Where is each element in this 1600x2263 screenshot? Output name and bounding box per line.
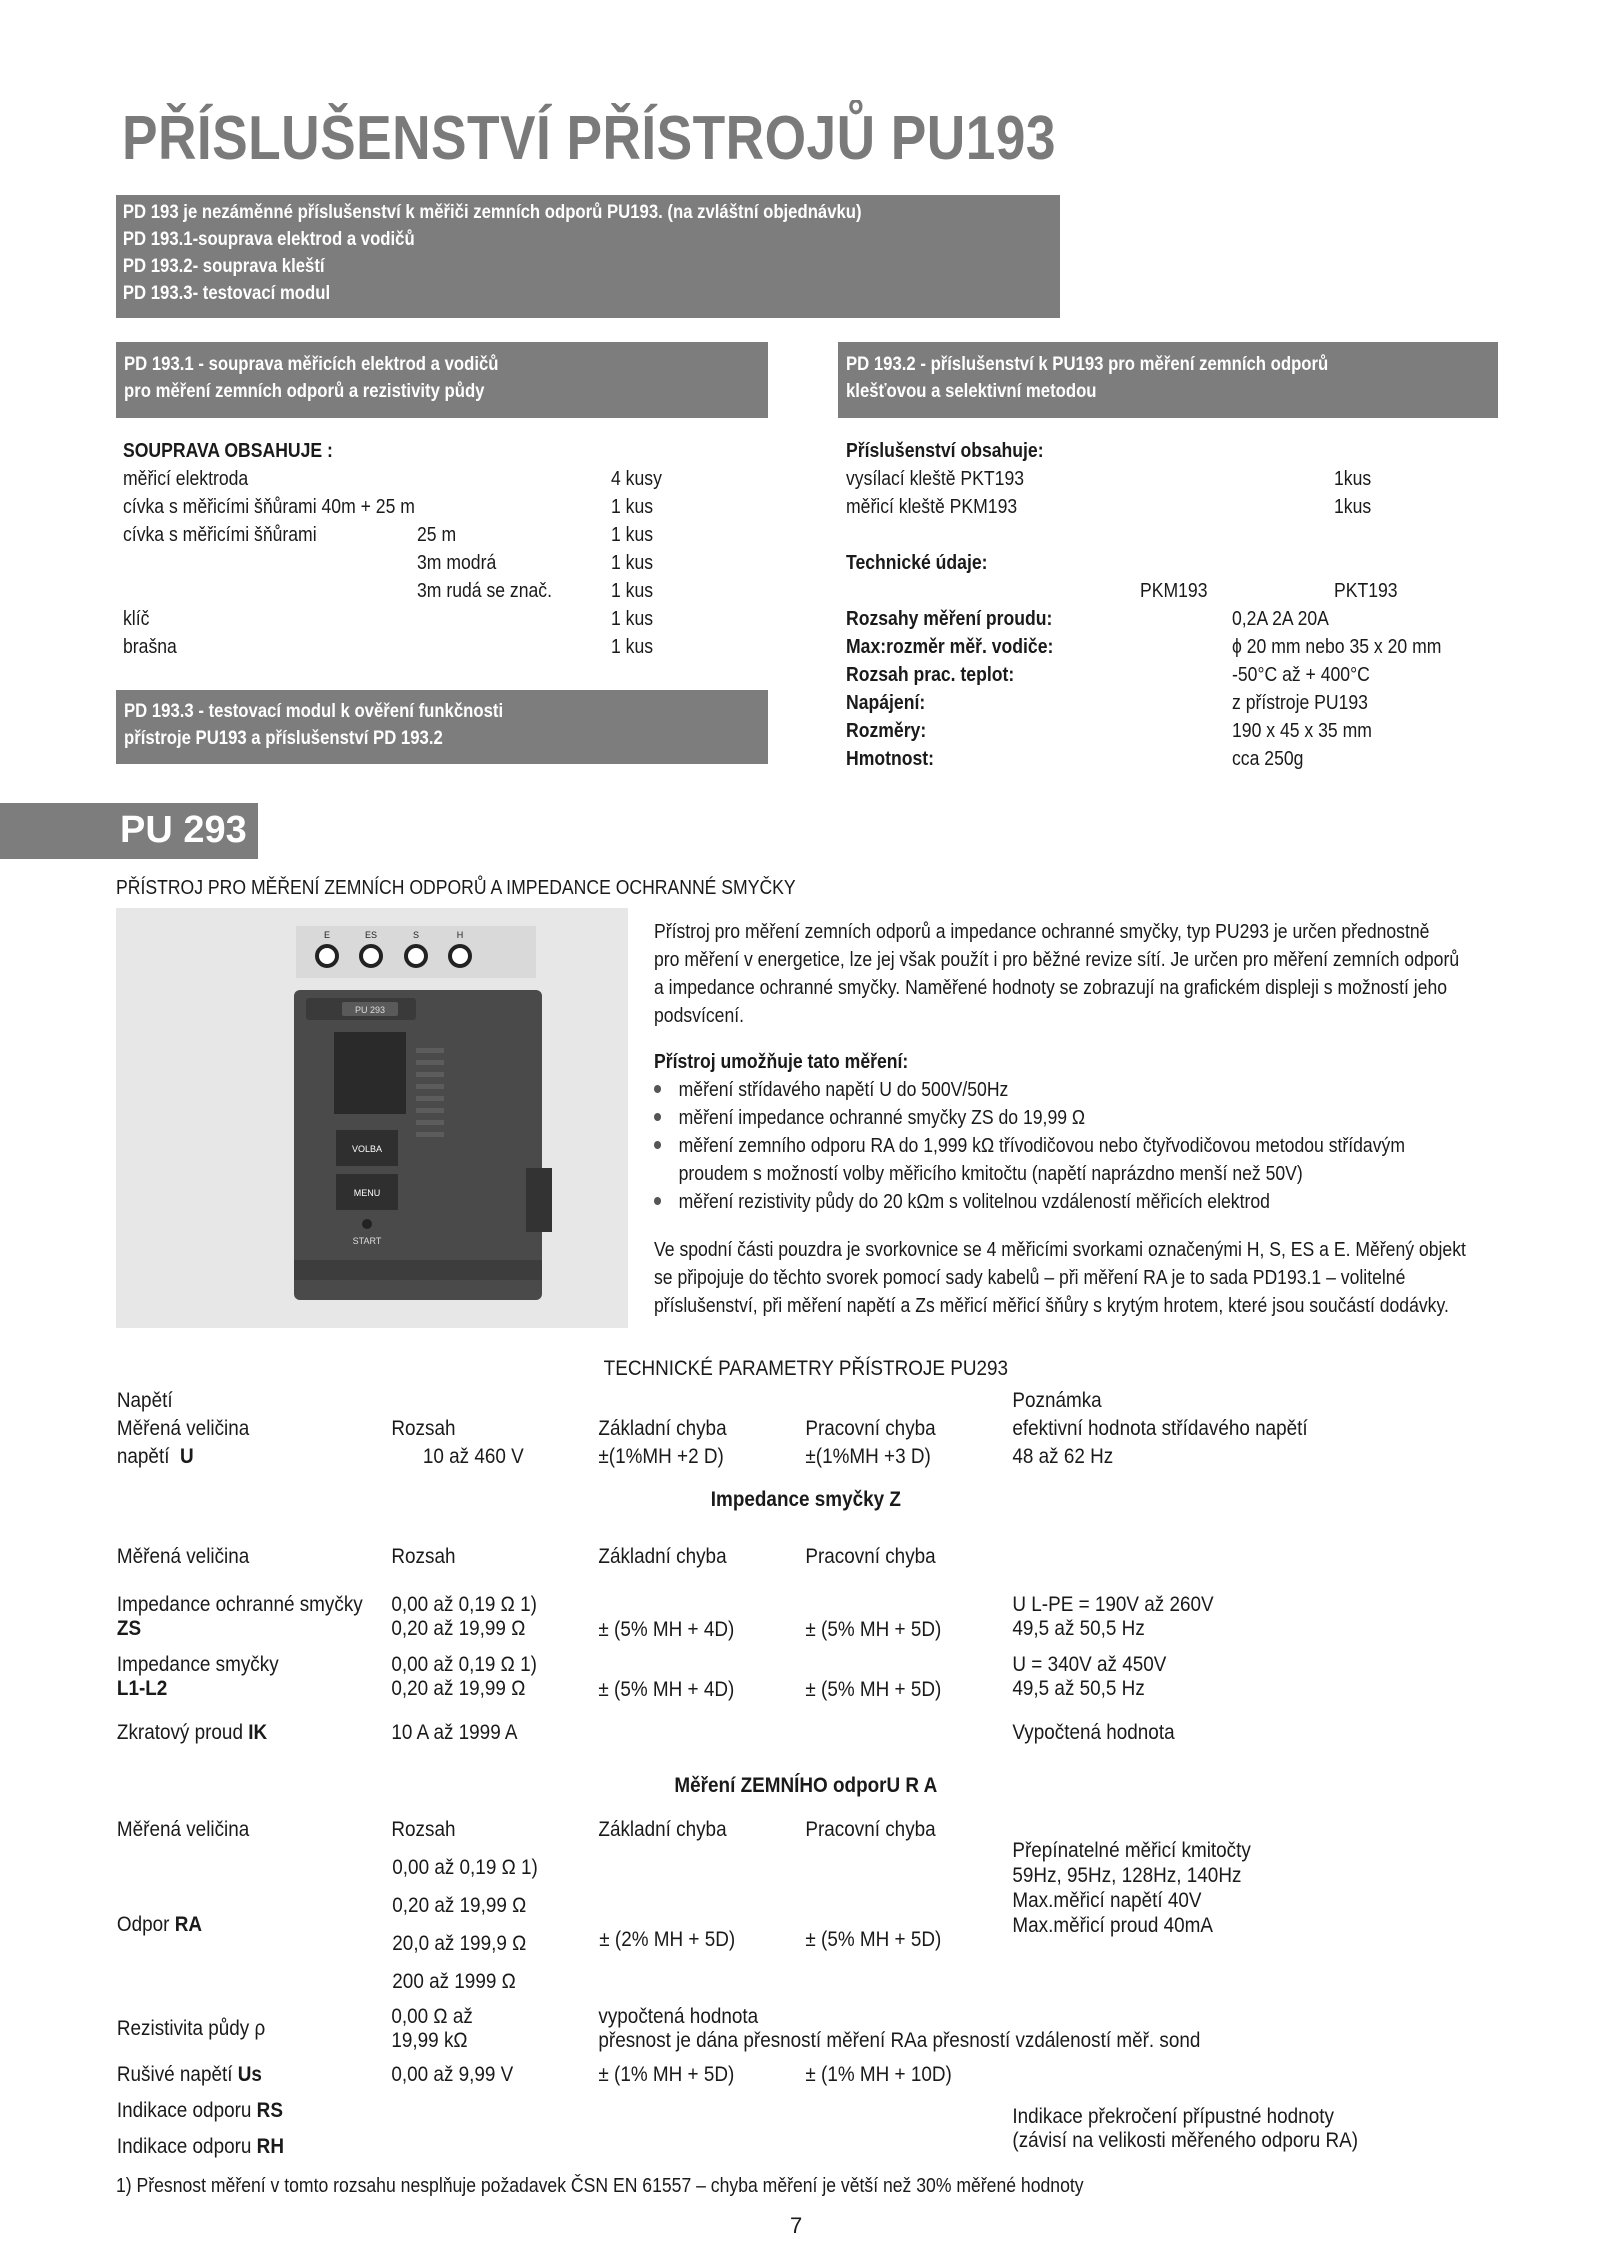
pd1931-item-qty: 1 kus bbox=[611, 608, 654, 630]
pu293-badge bbox=[0, 803, 268, 859]
cell-note: Přepínatelné měřicí kmitočty bbox=[1012, 1839, 1251, 1862]
pd1932-spec-value: cca 250g bbox=[1232, 748, 1304, 770]
pd1932-spec-label: Rozměry: bbox=[846, 720, 927, 742]
pd1932-item-qty: 1kus bbox=[1334, 468, 1372, 490]
cell-range: 10 A až 1999 A bbox=[391, 1707, 598, 1759]
cell-text: Odpor bbox=[116, 1913, 170, 1936]
bullet-icon bbox=[654, 1113, 661, 1121]
bullet-text: měření impedance ochranné smyčky ZS do 19,99 Ω bbox=[678, 1107, 1086, 1129]
col-header: Základní chyba bbox=[598, 1415, 805, 1443]
cell-work: ± (1% MH + 10D) bbox=[805, 2057, 1012, 2093]
cell-text: přesnost je dána přesností měření RAa přesností vzdáleností měř. sond bbox=[598, 2029, 1201, 2052]
sub-header: Pracovní chyba bbox=[805, 1812, 1012, 1849]
cell-work: ±(1%MH +3 D) bbox=[805, 1443, 1012, 1471]
table-row bbox=[116, 2057, 1496, 2093]
device-btn-volba: VOLBA bbox=[351, 1144, 383, 1154]
bullet-icon bbox=[654, 1197, 661, 1205]
pd1931-item-qty: 4 kusy bbox=[611, 468, 662, 490]
terminal-label: ES bbox=[364, 930, 378, 940]
pd1931-item-name: cívka s měřicími šňůrami 40m + 25 m bbox=[123, 496, 415, 518]
bullet-icon bbox=[654, 1141, 661, 1149]
sub-header: Rozsah bbox=[391, 1812, 598, 1849]
cell-text: Rezistivita půdy bbox=[116, 2017, 250, 2040]
cell-text: Indikace odporu bbox=[116, 2099, 252, 2122]
cell-basic: ± (5% MH + 4D) bbox=[598, 1647, 805, 1707]
pd1932-spec-label: Rozsah prac. teplot: bbox=[846, 664, 1015, 686]
sub-header: Základní chyba bbox=[598, 1812, 805, 1849]
cell-note: U = 340V až 450V bbox=[1012, 1653, 1167, 1676]
page-title: PŘÍSLUŠENSTVÍ PŘÍSTROJŮ PU193 bbox=[122, 104, 1056, 173]
pd1931-item-name: klíč bbox=[123, 608, 150, 630]
pd1931-item-qty: 1 kus bbox=[611, 580, 654, 602]
terminal-label: S bbox=[412, 930, 420, 940]
pd1931-item-sub: 3m rudá se znač. bbox=[417, 580, 553, 602]
device-image bbox=[116, 908, 628, 1328]
pd1932-header-line: PD 193.2 - příslušenství k PU193 pro měření zemních odporů bbox=[846, 354, 1329, 375]
sub-header: Pracovní chyba bbox=[805, 1528, 1012, 1587]
pd1932-spec-value: -50°C až + 400°C bbox=[1232, 664, 1370, 686]
pd1932-spec-label: Napájení: bbox=[846, 692, 926, 714]
pd1931-item-sub: 25 m bbox=[417, 524, 457, 546]
pd1931-header bbox=[116, 342, 768, 418]
bullet-item bbox=[654, 1188, 1402, 1216]
cell-range: 10 až 460 V bbox=[391, 1443, 598, 1471]
table-row bbox=[116, 2001, 1496, 2057]
desc-line: pro měření v energetice, lze jej však použít i pro běžné revize sítí. Je určen pro měření zemních odporů bbox=[654, 949, 1460, 971]
pd1931-header-line: pro měření zemních odporů a rezistivity půdy bbox=[124, 381, 485, 402]
cell-note: 49,5 až 50,5 Hz bbox=[1012, 1617, 1145, 1640]
device-btn-menu: MENU bbox=[353, 1188, 381, 1198]
cell-text: Rušivé napětí bbox=[116, 2063, 233, 2086]
table-row bbox=[116, 1812, 1496, 1849]
bullet-text: měření rezistivity půdy do 20 kΩm s volitelnou vzdáleností měřicích elektrod bbox=[678, 1191, 1270, 1213]
pd1933-header-line: PD 193.3 - testovací modul k ověření funkčnosti bbox=[124, 701, 504, 722]
cell-range: 0,00 Ω až bbox=[391, 2005, 473, 2028]
cell-symbol: Us bbox=[237, 2063, 262, 2086]
cell-symbol: RH bbox=[256, 2135, 284, 2158]
bullet-item bbox=[654, 1076, 1402, 1104]
cell-note: Indikace překročení přípustné hodnoty bbox=[1012, 2104, 1334, 2128]
cell-basic: ± (2% MH + 5D) bbox=[598, 1849, 805, 2001]
table-row bbox=[116, 1587, 1496, 1647]
section-row bbox=[116, 1471, 1496, 1528]
bullet-icon bbox=[654, 1085, 661, 1093]
pd1931-contents-title: SOUPRAVA OBSAHUJE : bbox=[123, 440, 333, 462]
pd1932-spec-label: Hmotnost: bbox=[846, 748, 934, 770]
cell-range: 19,99 kΩ bbox=[391, 2029, 468, 2052]
pd1931-item-name: měřicí elektroda bbox=[123, 468, 249, 490]
cell-note: 59Hz, 95Hz, 128Hz, 140Hz bbox=[1012, 1864, 1242, 1887]
bullet-text: proudem s možností volby měřicího kmitočtu (napětí naprázdno menší než 50V) bbox=[678, 1163, 1303, 1185]
cell-text: vypočtená hodnota bbox=[598, 2005, 759, 2028]
device-bottom-view bbox=[116, 908, 628, 1328]
sub-header: Rozsah bbox=[391, 1528, 598, 1587]
desc2-line: Ve spodní části pouzdra je svorkovnice se 4 měřicími svorkami označenými H, S, ES a E. Měřený objekt bbox=[654, 1239, 1466, 1261]
cell-basic: ± (5% MH + 4D) bbox=[598, 1587, 805, 1647]
pd1932-item-name: vysílací kleště PKT193 bbox=[846, 468, 1025, 490]
cell-symbol: U bbox=[179, 1445, 194, 1468]
pd1932-contents-title: Příslušenství obsahuje: bbox=[846, 440, 1044, 462]
cell-text: napětí bbox=[116, 1445, 170, 1468]
pu293-description bbox=[654, 918, 1504, 1320]
napeti-label: Napětí bbox=[116, 1387, 391, 1415]
pu293-badge-label: PU 293 bbox=[120, 809, 247, 851]
cell-symbol: IK bbox=[248, 1721, 268, 1744]
cell-range: 200 až 1999 Ω bbox=[391, 1963, 598, 2001]
cell-range: 0,00 až 0,19 Ω 1) bbox=[391, 1849, 598, 1887]
device-brand: PU 293 bbox=[354, 1005, 386, 1015]
desc2-line: příslušenství, při měření napětí a Zs měřicí měřicí šňůry s krytým hrotem, které jsou součástí dodávky. bbox=[654, 1295, 1449, 1317]
pd1931-item-qty: 1 kus bbox=[611, 636, 654, 658]
col-header: Rozsah bbox=[391, 1415, 598, 1443]
cell-range: 0,00 až 0,19 Ω 1) bbox=[391, 1653, 537, 1676]
cell-range: 0,20 až 19,99 Ω bbox=[391, 1677, 526, 1700]
sub-header: Měřená veličina bbox=[116, 1812, 391, 1849]
desc2-line: se připojuje do těchto svorek pomocí sady kabelů – při měření RA je to sada PD193.1 – volitelné bbox=[654, 1267, 1406, 1289]
pd1932-item-qty: 1kus bbox=[1334, 496, 1372, 518]
section-title: Impedance smyčky Z bbox=[710, 1488, 901, 1511]
table-title: TECHNICKÉ PARAMETRY PŘÍSTROJE PU293 bbox=[116, 1352, 1496, 1387]
intro-line: PD 193.2- souprava kleští bbox=[122, 256, 325, 277]
pu293-subtitle: PŘÍSTROJ PRO MĚŘENÍ ZEMNÍCH ODPORŮ A IMPEDANCE OCHRANNÉ SMYČKY bbox=[116, 877, 796, 899]
cell-text: Impedance ochranné smyčky bbox=[116, 1593, 363, 1616]
table-row bbox=[116, 1707, 1496, 1759]
page-number: 7 bbox=[790, 2213, 803, 2238]
pd1931-item-name: brašna bbox=[123, 636, 177, 658]
cell-note: U L-PE = 190V až 260V bbox=[1012, 1593, 1214, 1616]
cell-symbol: RS bbox=[256, 2099, 283, 2122]
cell-work: ± (5% MH + 5D) bbox=[805, 1849, 1012, 2001]
bullet-item bbox=[654, 1132, 1405, 1160]
pd1932-spec-value: 190 x 45 x 35 mm bbox=[1232, 720, 1372, 742]
table-row bbox=[116, 1443, 1496, 1471]
cell-note: 49,5 až 50,5 Hz bbox=[1012, 1677, 1145, 1700]
cell-symbol: RA bbox=[174, 1913, 203, 1936]
cell-work: ± (5% MH + 5D) bbox=[805, 1647, 1012, 1707]
table-row bbox=[116, 1647, 1496, 1707]
pd1933-header-line: přístroje PU193 a příslušenství PD 193.2 bbox=[124, 728, 443, 749]
pd1932-header bbox=[838, 342, 1498, 418]
intro-line: PD 193.1-souprava elektrod a vodičů bbox=[122, 229, 415, 250]
poznamka-label: Poznámka bbox=[1012, 1387, 1496, 1415]
desc-line: Přístroj pro měření zemních odporů a impedance ochranné smyčky, typ PU293 je určen přednostně bbox=[654, 921, 1430, 943]
pd1931-item-sub: 3m modrá bbox=[417, 552, 497, 574]
pd1933-header bbox=[116, 690, 768, 764]
cell-symbol: ρ bbox=[254, 2017, 266, 2040]
cell-range: 0,20 až 19,99 Ω bbox=[391, 1887, 598, 1925]
pd1932-spec-value: ϕ 20 mm nebo 35 x 20 mm bbox=[1232, 636, 1442, 658]
cell-symbol: L1-L2 bbox=[116, 1677, 168, 1700]
pd1932-spec-label: Rozsahy měření proudu: bbox=[846, 608, 1053, 630]
intro-box bbox=[116, 195, 1060, 318]
cell-note: Max.měřicí napětí 40V bbox=[1012, 1889, 1202, 1912]
col-header: Měřená veličina bbox=[116, 1415, 391, 1443]
pd1932-spec-value: z přístroje PU193 bbox=[1232, 692, 1368, 714]
pd1932-header-line: klešťovou a selektivní metodou bbox=[846, 381, 1097, 402]
desc-line: a impedance ochranné smyčky. Naměřené hodnoty se zobrazují na grafickém displeji s možností jeho bbox=[654, 977, 1448, 999]
pd1931-contents bbox=[123, 437, 773, 667]
desc-line: podsvícení. bbox=[654, 1005, 745, 1027]
tech-table bbox=[116, 1352, 1496, 2165]
cell-range: 0,00 až 0,19 Ω 1) bbox=[391, 1593, 537, 1616]
cell-text: Impedance smyčky bbox=[116, 1653, 279, 1676]
device-btn-start: START bbox=[352, 1236, 382, 1246]
bullet-text: měření střídavého napětí U do 500V/50Hz bbox=[678, 1079, 1009, 1101]
cell-text: Zkratový proud bbox=[116, 1721, 243, 1744]
col-header: efektivní hodnota střídavého napětí bbox=[1012, 1415, 1496, 1443]
pd1932-item-name: měřicí kleště PKM193 bbox=[846, 496, 1018, 518]
pd1931-header-line: PD 193.1 - souprava měřicích elektrod a vodičů bbox=[124, 354, 499, 375]
cell-note: Vypočtená hodnota bbox=[1012, 1707, 1496, 1759]
table-row bbox=[116, 2093, 1496, 2129]
pd1931-item-name: cívka s měřicími šňůrami bbox=[123, 524, 317, 546]
cell-text: Indikace odporu bbox=[116, 2135, 252, 2158]
pd1932-col-pkt: PKT193 bbox=[1334, 580, 1398, 602]
footnote: 1) Přesnost měření v tomto rozsahu nesplňuje požadavek ČSN EN 61557 – chyba měření je větší než 30% měřené hodnoty bbox=[116, 2175, 1084, 2197]
pd1931-item-qty: 1 kus bbox=[611, 552, 654, 574]
section-row bbox=[116, 1759, 1496, 1812]
cell-basic: ± (1% MH + 5D) bbox=[598, 2057, 805, 2093]
cell-note: Max.měřicí proud 40mA bbox=[1012, 1914, 1214, 1937]
bullet-text: měření zemního odporu RA do 1,999 kΩ třívodičovou nebo čtyřvodičovou metodou střídavým bbox=[678, 1135, 1405, 1157]
col-header: Pracovní chyba bbox=[805, 1415, 1012, 1443]
intro-line: PD 193.3- testovací modul bbox=[122, 283, 331, 304]
intro-line: PD 193 je nezáměnné příslušenství k měřiči zemních odporů PU193. (na zvláštní objednávku) bbox=[122, 202, 862, 223]
sub-header: Základní chyba bbox=[598, 1528, 805, 1587]
pd1932-tech-title: Technické údaje: bbox=[846, 552, 988, 574]
cell-basic: ±(1%MH +2 D) bbox=[598, 1443, 805, 1471]
table-row bbox=[116, 1528, 1496, 1587]
cell-symbol: ZS bbox=[116, 1617, 142, 1640]
cell-note: (závisí na velikosti měřeného odporu RA) bbox=[1012, 2128, 1359, 2152]
measure-title: Přístroj umožňuje tato měření: bbox=[654, 1051, 909, 1073]
pd1932-spec-value: 0,2A 2A 20A bbox=[1232, 608, 1329, 630]
bullet-item bbox=[654, 1104, 1402, 1132]
pd1931-item-qty: 1 kus bbox=[611, 496, 654, 518]
cell-range: 0,20 až 19,99 Ω bbox=[391, 1617, 526, 1640]
bullet-item bbox=[654, 1160, 1402, 1188]
terminal-label: H bbox=[456, 930, 464, 940]
cell-work: ± (5% MH + 5D) bbox=[805, 1587, 1012, 1647]
tech-params-table bbox=[116, 1352, 1496, 2165]
section-title: Měření ZEMNÍHO odporU R A bbox=[674, 1774, 938, 1797]
pd1932-spec-label: Max:rozměr měř. vodiče: bbox=[846, 636, 1054, 658]
cell-note: 48 až 62 Hz bbox=[1012, 1443, 1496, 1471]
pd1931-item-qty: 1 kus bbox=[611, 524, 654, 546]
terminal-label: E bbox=[323, 930, 331, 940]
pd1932-contents bbox=[846, 437, 1506, 777]
pd1932-col-pkm: PKM193 bbox=[1140, 580, 1208, 602]
cell-range: 20,0 až 199,9 Ω bbox=[391, 1925, 598, 1963]
cell-range: 0,00 až 9,99 V bbox=[391, 2057, 598, 2093]
sub-header: Měřená veličina bbox=[116, 1528, 391, 1587]
